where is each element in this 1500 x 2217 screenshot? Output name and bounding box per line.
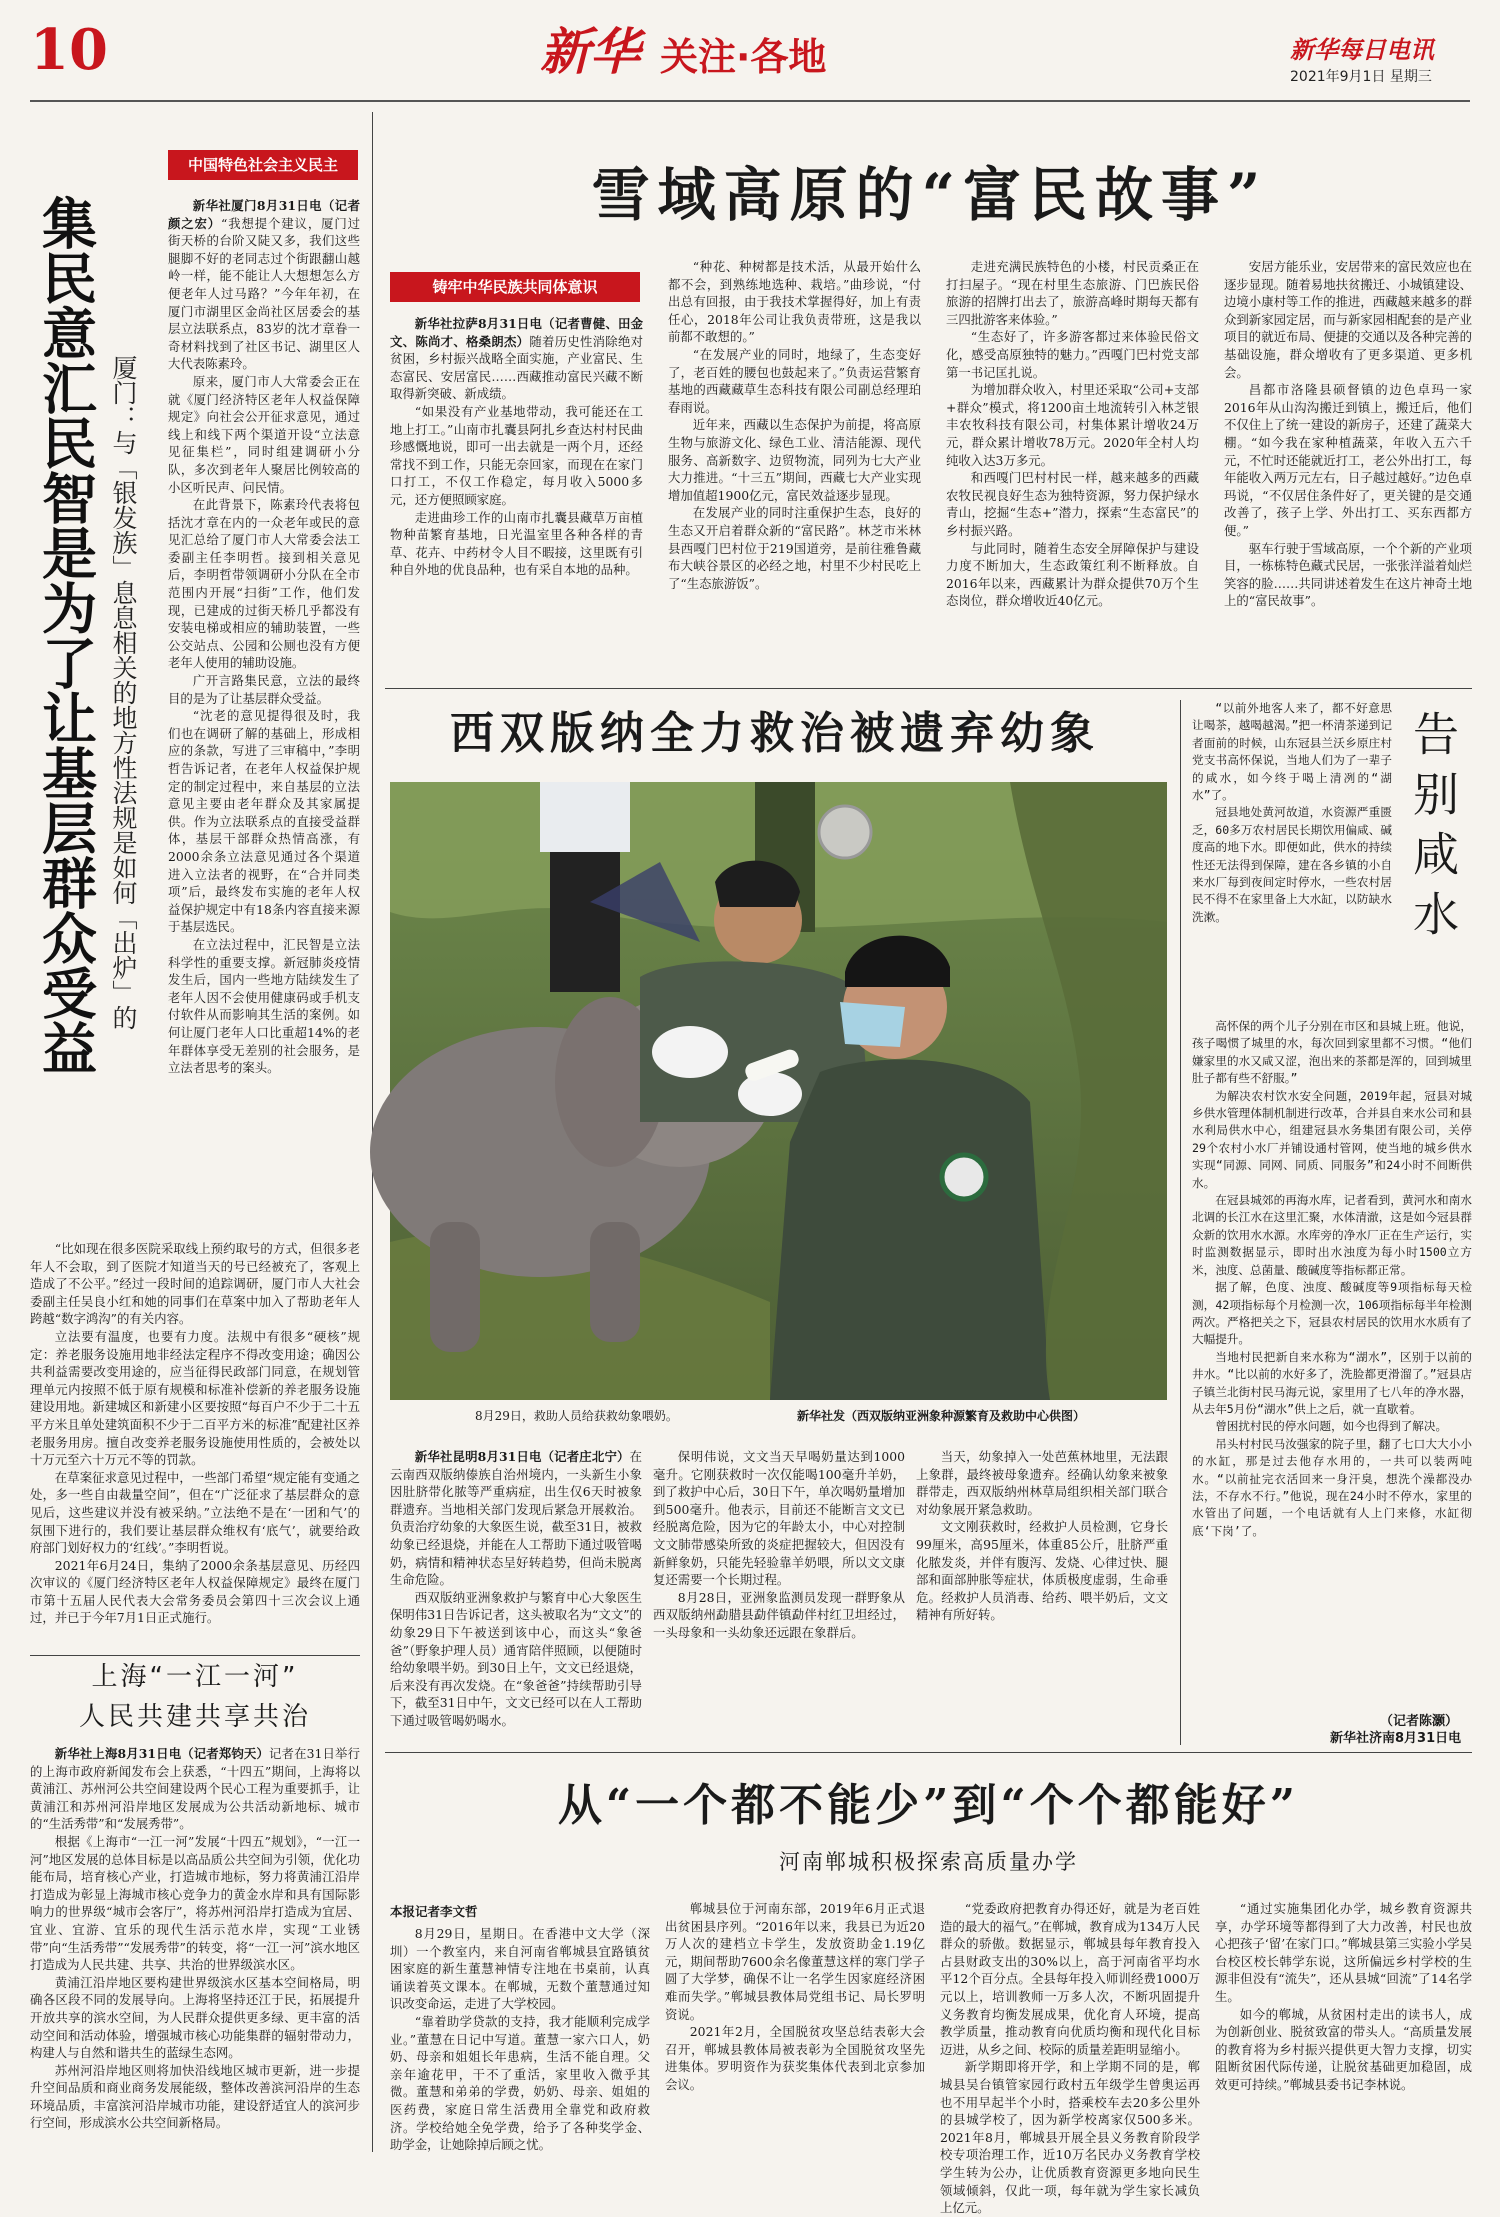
- shanghai-subtitle: 人民共建共享共治: [78, 1702, 311, 1732]
- xizang-title: 雪域高原的“富民故事”: [591, 161, 1269, 229]
- left-lead: 新华社厦门8月31日电: [192, 198, 322, 213]
- header-brand-logo: 新华: [540, 22, 640, 81]
- elephant-col-2: 保明伟说，文文当天早喝奶量达到1000毫升。它刚获救时一次仅能喝100毫升羊奶，到了救护中心后，30日下午，单次喝奶量增加到500毫升。他表示，目前还不能断言文文已经脱离危险，因为它的年龄太小，中心对控制文文肺带感染所致的炎症把握较大，但因没有新鲜象奶，只能先轻验靠羊奶喂，所以文文康复还需要一个长期过程。 8月28日，亚洲象监测员发现一群野象从西双版纳州勐腊县勐伴镇勐伴村红卫坦经过，一头母象和一头幼象还远跟在象群后。: [653, 1449, 905, 1640]
- elephant-col-3: 当天，幼象掉入一处芭蕉林地里，无法跟上象群，最终被母象遗弃。经确认幼象来被象群带走，西双版纳州林草局组织相关部门联合对幼象展开紧急救助。 文文刚获救时，经救护人员检测，它身长99厘米，高95厘米，体重85公斤，肚脐严重化脓发炎，并伴有腹泻、发烧、心律过快、腿部和面部肿胀等症状，体质极度虚弱，生命垂危。经救护人员消毒、给药、喂半奶后，文文精神有所好转。: [916, 1449, 1168, 1623]
- henan-col-1: 8月29日，星期日。在香港中文大学（深圳）一个教室内，来自河南省郸城县宜路镇贫困家庭的新生董慧神情专注地在书桌前，认真诵读着英文课本。在郸城，无数个董慧通过知识改变命运，走进了大学校园。 “靠着助学贷款的支持，我才能顺利完成学业。”董慧在日记中写道。董慧一家六口人，奶奶、母亲和姐姐长年患病，生活不能自理。父亲年逾花甲，干不了重活，家里收入微乎其微。董慧和弟弟的学费，奶奶、母亲、姐姐的医药费，家庭日常生活费用全靠党和政府救济。学校给她全免学费，给予了各种奖学金、助学金，让她除掉后顾之忧。: [390, 1926, 650, 2153]
- header-section: 关注·各地: [660, 35, 827, 79]
- xizang-col-1: 新华社拉萨8月31日电（记者曹健、田金文、陈尚才、格桑朗杰）随着历史性消除绝对贫困，乡村振兴战略全面实施，产业富民、生态富民、安居富民……西藏推动富民兴藏不断取得新突破、新成绩。 “如果没有产业基地带动，我可能还在工地上打工。”山南市扎囊县阿扎乡查达村村民曲珍感慨地说，即可一出去就是一两个月，还经常找不到工作，只能无奈回家，而现在在家门口打工，不仅工作稳定，每月收入5000多元，还方便照顾家庭。 走进曲珍工作的山南市扎囊县藏草万亩植物种苗繁育基地，日光温室里各种各样的青草、花卉、中药材令人目不暇接，这里既有引种自外地的优良品种，也有采自本地的品种。: [390, 316, 644, 578]
- xizang-lead: 新华社拉萨8月31日电（记者曹健、田金文、陈尚才、格桑朗杰）: [390, 316, 643, 349]
- henan-author: 本报记者李文哲: [390, 1904, 478, 1919]
- left-tag: 中国特色社会主义民主: [168, 150, 358, 180]
- paper-logo: 新华每日电讯: [1290, 36, 1434, 64]
- elephant-photo-caption: 8月29日，救助人员给获救幼象喂奶。: [475, 1409, 678, 1423]
- shanghai-body: 新华社上海8月31日电（记者郑钧天）记者在31日举行的上海市政府新闻发布会上获悉，“十四五”期间，上海将以黄浦江、苏州河公共空间建设两个民心工程为重要抓手，让黄浦江和苏州河沿岸地区发展成为公共活动新地标、城市的“生活秀带”和“发展秀带”。 根据《上海市“一江一河”发展“十四五”规划》，“一江一河”地区发展的总体目标是以高品质公共空间为引领，优化功能布局，培育核心产业，打造城市地标，努力将黄浦江沿岸打造成为彰显上海城市核心竞争力的黄金水岸和具有国际影响力的世界级“城市会客厅”，将苏州河沿岸打造成为宜居、宜业、宜游、宜乐的现代生活示范水岸，实现“工业锈带”向“生活秀带”“发展秀带”的转变，将“一江一河”滨水地区打造成为人民共建、共享、共治的世界级滨水区。 黄浦江沿岸地区要构建世界级滨水区基本空间格局，明确各区段不同的发展导向。上海将坚持还江于民，拓展提升开放共享的滨水空间，为人民群众提供更多绿、更丰富的活动空间和活动体验，增强城市核心功能集群的辐射带动力，构建人与自然和谐共生的蓝绿生态网。 苏州河沿岸地区则将加快沿线地区城市更新，进一步提升空间品质和商业商务发展能级，整体改善滨河沿岸的生态环境品质，丰富滨河沿岸城市功能，建设舒适宜人的滨河步行空间，形成滨水公共空间新格局。: [30, 1746, 360, 2131]
- xianshui-body-top: “以前外地客人来了，都不好意思让喝茶，越喝越渴。”把一杯清茶递到记者面前的时候，山东冠县兰沃乡原庄村党支书高怀保说，当地人们为了一辈子的咸水，如今终于喝上清冽的“湖水”了。 冠县地处黄河故道，水资源严重匮乏，60多万农村居民长期饮用偏咸、碱度高的地下水。即便如此，供水的持续性还无法得到保障，建在各乡镇的小自来水厂每到夜间定时停水，一些农村居民不得不在家里备上大水缸，以防缺水洗漱。: [1192, 701, 1392, 924]
- elephant-col-1: 新华社昆明8月31日电（记者庄北宁）在云南西双版纳傣族自治州境内，一头新生小象因肚脐带化脓等严重病症，出生仅6天时被象群遗弃。当地相关部门发现后紧急开展救治。负责治疗幼象的大象医生说，截至31日，被救幼象已经退烧，并能在人工帮助下通过吸管喝奶，病情和精神状态呈好转趋势，但尚未脱离生命危险。 西双版纳亚洲象救护与繁育中心大象医生保明伟31日告诉记者，这头被取名为“文文”的幼象29日下午被送到该中心，而这头“象爸爸”（野象护理人员）通宵陪伴照顾，以便随时给幼象喂半奶。到30日上午，文文已经退烧，后来没有再次发烧。在“象爸爸”持续帮助引导下，截至31日中午，文文已经可以在人工帮助下通过吸管喝奶喝水。: [390, 1449, 642, 1728]
- xizang-col-3: 走进充满民族特色的小楼，村民贡桑正在打扫屋子。“现在村里生态旅游、门巴族民俗旅游的招牌打出去了，旅游高峰时期每天都有三四批游客来体验。” “生态好了，许多游客都过来体验民俗文化，感受高原独特的魅力。”西嘎门巴村党支部第一书记匡扎说。 为增加群众收入，村里还采取“公司+支部+群众”模式，将1200亩土地流转引入林芝银丰农牧科技有限公司，村集体累计增收24万元，群众累计增收78万元。2020年全村人均纯收入达3万多元。 和西嘎门巴村村民一样，越来越多的西藏农牧民视良好生态为独特资源，努力保护绿水青山，挖掘“生态+”潜力，探索“生态富民”的乡村振兴路。 与此同时，随着生态安全屏障保护与建设力度不断加大，生态政策红利不断释放。自2016年以来，西藏累计为群众提供70万个生态岗位，群众增收近40亿元。: [946, 259, 1199, 609]
- xianshui-author: （记者陈灏）: [1380, 1714, 1459, 1729]
- xianshui-title: 告别咸水: [1406, 710, 1460, 950]
- henan-col-4: “通过实施集团化办学，城乡教育资源共享，办学环境等都得到了大力改善，村民也放心把孩子‘留’在家门口。”郸城县第三实验小学吴台校区校长韩学东说，这所偏远乡村学校的生源非但没有“流失”，还从县城“回流”了14名学生。 如今的郸城，从贫困村走出的读书人，成为创新创业、脱贫致富的带头人。“高质量发展的教育将为乡村振兴提供更大智力支撑，切实阻断贫困代际传递，让脱贫基础更加稳固，成效更可持续。”郸城县委书记李林说。: [1215, 1901, 1472, 2092]
- left-article-body: 新华社厦门8月31日电（记者颜之宏）“我想提个建议，厦门过街天桥的台阶又陡又多，我们这些腿脚不好的老同志过个街跟翻山越岭一样，能不能让人大想想怎么方便老年人过马路？”今年年初，在厦门市湖里区金尚社区居委会的基层立法联系点，83岁的沈才章眷一奇材料找到了社区书记、湖里区人大代表陈素玲。 原来，厦门市人大常委会正在就《厦门经济特区老年人权益保障规定》向社会公开征求意见，通过线上和线下两个渠道开设“立法意见征集栏”，同时组建调研小分队，多次到老年人聚居比例较高的小区听民声、问民情。 在此背景下，陈素玲代表将包括沈才章在内的一众老年或民的意见汇总给了厦门市人大常委会法工委副主任李明哲。接到相关意见后，李明哲带领调研小分队在全市范围内开展“扫街”工作，他们发现，已建成的过街天桥几乎都没有安装电梯或相应的辅助装置，一些公交站点、公园和公厕也没有方便老年人使用的辅助设施。 广开言路集民意，立法的最终目的是为了让基层群众受益。 “沈老的意见提得很及时，我们也在调研了解的基础上，形成相应的条款，写进了三审稿中，”李明哲告诉记者，在老年人权益保护规定的制定过程中，来自基层的立法意见主要由老年群众及其家属提供。作为立法联系点的直接受益群体，基层干部群众热情高涨，有2000余条立法意见通过各个渠道进入立法者的视野，在“合并同类项”后，最终发布实施的老年人权益保护规定中有18条内容直接来源于基层选民。 在立法过程中，汇民智是立法科学性的重要支撑。新冠肺炎疫情发生后，国内一些地方陆续发生了老年人因不会使用健康码或手机支付软件从而影响其生活的案例。如何让厦门老年人口比重超14%的老年群体享受无差别的社会服务，是立法者思考的案头。: [168, 198, 360, 1076]
- left-title: 集民意汇民智是为了让基层群众受益: [33, 195, 97, 1075]
- left-subtitle: 厦门：与「银发族」息息相关的地方性法规是如何「出炉」的: [109, 355, 138, 1030]
- baby-elephant-rescue-photo: [390, 782, 1167, 1400]
- xizang-col-4: 安居方能乐业，安居带来的富民效应也在逐步显现。随着易地扶贫搬迁、小城镇建设、边境小康村等工作的推进，西藏越来越多的群众到新家园定居，而与新家园相配套的是产业项目的就近布局、便捷的交通以及各种完善的基础设施，群众增收有了更多渠道、更多机会。 昌都市洛隆县硕督镇的边色卓玛一家2016年从山沟沟搬迁到镇上，搬迁后，他们不仅住上了统一建设的新房子，还建了蔬菜大棚。“如今我在家种植蔬菜，年收入五六千元，不忙时还能就近打工，老公外出打工，每年能收入两万元左右，日子越过越好。”边色卓玛说，“不仅居住条件好了，更关键的是交通改善了，孩子上学、外出打工、买东西都方便。” 驱车行驶于雪域高原，一个个新的产业项目，一栋栋特色藏式民居，一张张洋溢着灿烂笑容的脸……共同讲述着发生在这片神奇土地上的“富民故事”。: [1224, 259, 1472, 609]
- xizang-tag: 铸牢中华民族共同体意识: [390, 272, 640, 302]
- elephant-title: 西双版纳全力救治被遗弃幼象: [450, 708, 1100, 759]
- henan-title: 从“一个都不能少”到“个个都能好”: [557, 1780, 1300, 1831]
- henan-col-3: “党委政府把教育办得还好，就是为老百姓造的最大的福气。”在郸城，教育成为134万人民群众的骄傲。数据显示，郸城县每年教育投入占县财政支出的30%以上，高于河南省平均水平12个百分点。全县每年投入师训经费1000万元以上，培训教师一万多人次，不断巩固提升义务教育均衡发展成果，优化育人环境，提高教学质量，推动教育向优质均衡和现代化目标迈进，从乡之间、校际的质量差距明显缩小。 新学期即将开学，和上学期不同的是，郸城县吴台镇管家园行政村五年级学生曾奥运再也不用早起半个小时，搭乘校车去20多公里外的县城学校了，因为新学校离家仅500多米。2021年8月，郸城县开展全县义务教育阶段学校专项治理工作，近10万名民办义务教育学校学生转为公办，让优质教育资源更多地向民生领域倾斜，仅此一项，每年就为学生家长减负上亿元。: [940, 1901, 1200, 2216]
- henan-subtitle: 河南郸城积极探索高质量办学: [779, 1850, 1078, 1874]
- henan-col-2: 郸城县位于河南东部，2019年6月正式退出贫困县序列。“2016年以来，我县已为近20万人次的建档立卡学生，发放资助金1.19亿元，期间帮助7600余名像董慧这样的寒门学子圆了大学梦，确保不让一名学生因家庭经济困难而失学。”郸城县教体局党组书记、局长罗明资说。 2021年2月，全国脱贫攻坚总结表彰大会召开，郸城县教体局被表彰为全国脱贫攻坚先进集体。罗明资作为获奖集体代表到北京参加会议。: [665, 1901, 925, 2092]
- elephant-photo: [390, 782, 1167, 1400]
- header-date: 2021年9月1日 星期三: [1290, 69, 1432, 85]
- page-number: 10: [30, 17, 108, 83]
- xianshui-body: 高怀保的两个儿子分别在市区和县城上班。他说，孩子喝惯了城里的水，每次回到家里都不习惯。“他们嫌家里的水又咸又涩，泡出来的茶都是浑的，回到城里肚子都有些不舒服。” 为解决农村饮水安全问题，2019年起，冠县对城乡供水管理体制机制进行改革，合并县自来水公司和县水利局供水中心，组建冠县水务集团有限公司，关停29个农村小水厂并铺设通村管网，使当地的城乡供水实现“同源、同网、同质、同服务”和24小时不间断供水。 在冠县城郊的再海水库，记者看到，黄河水和南水北调的长江水在这里汇聚，水体清澈，这是如今冠县群众新的饮用水水源。水库旁的净水厂正在生产运行，实时监测数据显示，即时出水浊度为每小时1500立方米，浊度、总菌量、酸碱度等指标都正常。 据了解，色度、浊度、酸碱度等9项指标每天检测，42项指标每个月检测一次，106项指标每半年检测两次。严格把关之下，冠县农村居民的饮用水水质有了大幅提升。 当地村民把新自来水称为“湖水”，区别于以前的井水。“比以前的水好多了，洗脸都更滑溜了。”冠县店子镇兰北街村民马海元说，家里用了七八年的净水器，从去年5月份“湖水”供上之后，就一直歇着。 曾困扰村民的停水问题，如今也得到了解决。 吊头村村民马汝强家的院子里，翻了七口大大小小的水缸，那是过去他存水用的，一共可以装两吨水。“以前扯完衣活回来一身汗臭，想洗个澡都没办法，不存水不行。”他说，现在24小时不停水，家里的水管出了问题，一个电话就有人上门来修，水缸彻底‘下岗’了。: [1192, 1019, 1472, 1538]
- elephant-photo-credit: 新华社发（西双版纳亚洲象种源繁育及救助中心供图）: [797, 1409, 1086, 1423]
- shanghai-title: 上海“一江一河”: [91, 1662, 299, 1692]
- xianshui-dateline: 新华社济南8月31日电: [1330, 1731, 1462, 1746]
- shanghai-lead: 新华社上海8月31日电（记者郑钧天）: [54, 1746, 269, 1761]
- left-article-body-2: “比如现在很多医院采取线上预约取号的方式，但很多老年人不会取，到了医院才知道当天的号已经被充了，客观上造成了不公平。”经过一段时间的追踪调研，厦门市人大社会委副主任吴良小红和她的同事们在草案中加入了帮助老年人跨越“数字鸿沟”的有关内容。 立法要有温度，也要有力度。法规中有很多“硬核”规定：养老服务设施用地非经法定程序不得改变用途；确因公共利益需要改变用途的，应当征得民政部门同意，在规划管理单元内按照不低于原有规模和标准补偿新的养老服务设施建设用地。新建城区和新建小区要按照“每百户不少于二十五平方米且单处建筑面积不少于二百平方米的标准”配建社区养老服务用房。擅自改变养老服务设施使用性质的，会被处以十万元至六十万元不等的罚款。 在草案征求意见过程中，一些部门希望“规定能有变通之处，多一些自由裁量空间”，但在“广泛征求了基层群众的意见后，这些建议并没有被采纳。”立法绝不是在‘一团和气’的氛围下进行的，我们要让基层群众维权有‘底气’，就要给政府部门划好权力的‘红线’。”李明哲说。 2021年6月24日，集纳了2000余条基层意见、历经四次审议的《厦门经济特区老年人权益保障规定》最终在厦门市第十五届人民代表大会常务委员会第四十三次会议上通过，并已于今年7月1日正式施行。: [30, 1241, 360, 1626]
- elephant-lead: 新华社昆明8月31日电（记者庄北宁）: [414, 1449, 630, 1464]
- xizang-col-2: “种花、种树都是技术活，从最开始什么都不会，到熟练地选种、栽培。”曲珍说，“付出总有回报，由于我技术掌握得好，加上有责任心，2018年公司让我负责带班，这是我以前都不敢想的。” “在发展产业的同时，地绿了，生态变好了，老百姓的腰包也鼓起来了。”负责运营繁育基地的西藏藏草生态科技有限公司副总经理珀春雨说。 近年来，西藏以生态保护为前提，将高原生物与旅游文化、绿色工业、清洁能源、现代服务、高新数字、边贸物流，同列为七大产业大力推进。“十三五”期间，西藏七大产业实现增加值超1900亿元，富民效益逐步显现。 在发展产业的同时注重保护生态，良好的生态又开启着群众新的“富民路”。林芝市米林县西嘎门巴村位于219国道旁，是前往雅鲁藏布大峡谷景区的必经之地，村里不少村民吃上了“生态旅游饭”。: [668, 259, 921, 591]
